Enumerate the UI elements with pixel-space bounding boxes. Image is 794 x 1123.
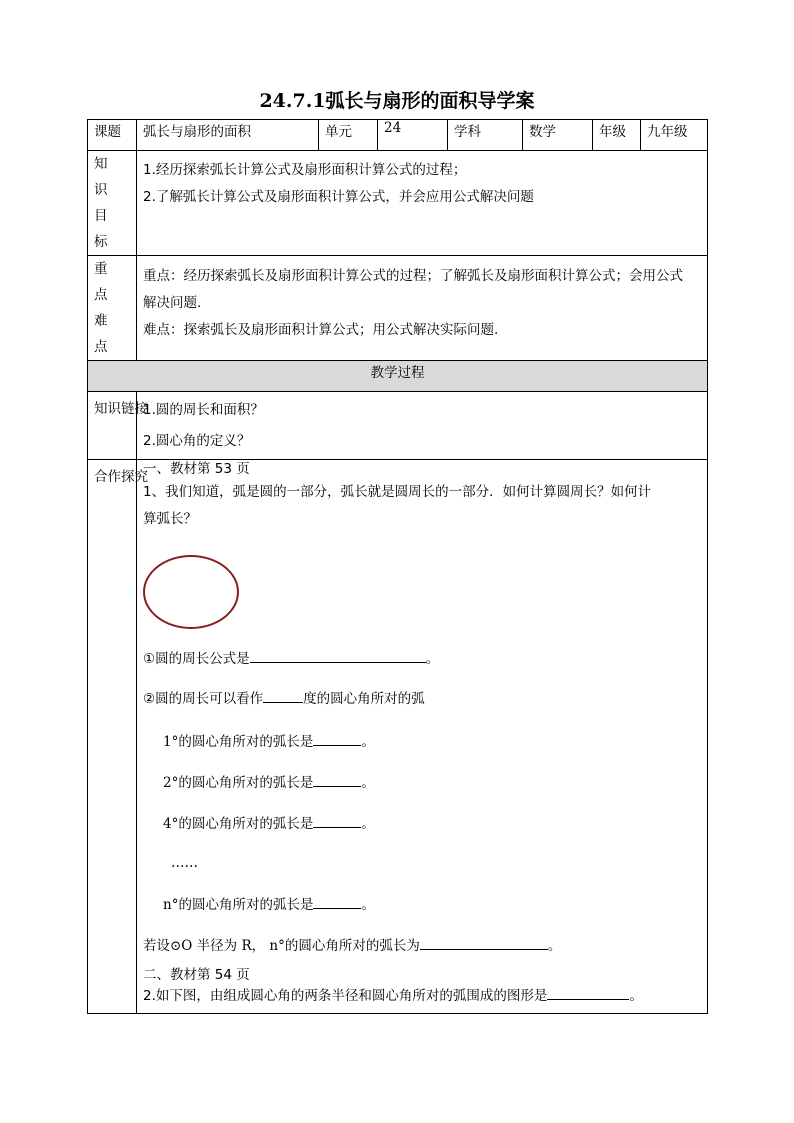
answer-blank[interactable] <box>547 985 629 1000</box>
ellipsis: …… <box>171 855 198 871</box>
answer-blank[interactable] <box>313 731 361 746</box>
answer-blank[interactable] <box>313 894 361 909</box>
answer-blank[interactable] <box>313 813 361 828</box>
process-heading-row <box>88 361 708 392</box>
objective-item: 1.经历探索弧长计算公式及扇形面积计算公式的过程； <box>143 162 467 178</box>
process-heading: 教学过程 <box>88 361 708 392</box>
objective-item: 2.了解弧长计算公式及扇形面积计算公式，并会应用公式解决问题 <box>143 189 534 205</box>
objectives-row <box>88 151 708 256</box>
objectives-content <box>137 151 708 256</box>
arc-length-line: 4°的圆心角所对的弧长是 。 <box>163 812 701 836</box>
key-point-text: 解决问题. <box>143 295 202 311</box>
arc-degree-line: ②圆的周长可以看作 度的圆心角所对的弧 <box>143 687 701 711</box>
answer-blank[interactable] <box>250 648 426 663</box>
key-points-label: 重点 难点 <box>88 256 137 361</box>
unit-value: 24 <box>378 120 448 151</box>
arc-length-line: 1°的圆心角所对的弧长是 。 <box>163 730 701 754</box>
arc-length-line: n°的圆心角所对的弧长是 。 <box>163 893 701 917</box>
arc-length-line: 2°的圆心角所对的弧长是 。 <box>163 771 701 795</box>
difficulty-text: 难点：探索弧长及扇形面积计算公式；用公式解决实际问题. <box>143 322 499 338</box>
topic-value: 弧长与扇形的面积 <box>137 120 319 151</box>
objectives-label: 知识 目标 <box>88 151 137 256</box>
knowledge-link-row <box>88 392 708 460</box>
unit-label: 单元 <box>319 120 378 151</box>
grade-value: 九年级 <box>641 120 708 151</box>
formula-line: ①圆的周长公式是 。 <box>143 647 701 671</box>
knowledge-link-content <box>137 392 708 460</box>
knowledge-item: 2.圆心角的定义？ <box>143 433 251 449</box>
answer-blank[interactable] <box>313 772 361 787</box>
answer-blank[interactable] <box>420 935 548 950</box>
header-row <box>88 120 708 151</box>
radius-line: 若设⊙O 半径为 R， n°的圆心角所对的弧长为 。 <box>143 934 701 958</box>
knowledge-link-label: 知识链接 <box>88 392 137 460</box>
explore-row <box>88 460 708 1014</box>
key-points-content <box>137 256 708 361</box>
topic-label: 课题 <box>88 120 137 151</box>
key-point-text: 重点：经历探索弧长及扇形面积计算公式的过程；了解弧长及扇形面积计算公式；会用公式 <box>143 268 683 284</box>
explore-content <box>137 460 708 1014</box>
key-points-row <box>88 256 708 361</box>
explore-label: 合作探究 <box>88 460 137 1014</box>
answer-blank[interactable] <box>263 688 303 703</box>
lesson-plan-table <box>87 119 708 1014</box>
document-title: 24.7.1弧长与扇形的面积导学案 <box>259 90 535 112</box>
question-text: 1、我们知道，弧是圆的一部分，弧长就是圆周长的一部分．如何计算圆周长？如何计 <box>143 484 652 500</box>
section-heading: 一、教材第 53 页 <box>143 461 250 477</box>
section-heading: 二、教材第 54 页 <box>143 967 250 983</box>
subject-value: 数学 <box>523 120 593 151</box>
question-text: 算弧长？ <box>143 511 197 527</box>
grade-label: 年级 <box>593 120 641 151</box>
question-line: 2.如下图，由组成圆心角的两条半径和圆心角所对的弧围成的图形是 。 <box>143 985 701 1006</box>
subject-label: 学科 <box>448 120 523 151</box>
knowledge-item: 1.圆的周长和面积？ <box>143 402 264 418</box>
circle-diagram <box>143 555 239 629</box>
